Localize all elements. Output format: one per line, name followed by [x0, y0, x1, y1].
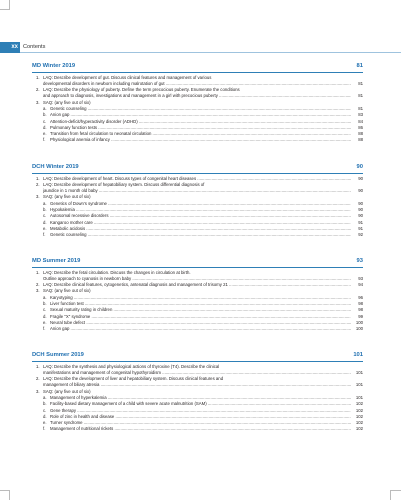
entry-page: 92	[358, 232, 363, 238]
entry-page: 91	[358, 225, 363, 231]
entry-number: 1.	[36, 175, 40, 181]
entry-text: Neural tube defect .....	[50, 320, 351, 326]
entry-letter: b.	[43, 206, 47, 212]
entry-text: Metabolic acidosis .....	[50, 226, 351, 232]
entry-letter: c.	[43, 407, 47, 413]
entry-text: LAQ: Describe development of gut. Discuss clinical features and management of various	[43, 74, 212, 80]
header-rule	[20, 52, 401, 53]
entry-page: 102	[355, 413, 363, 419]
section-page: 93	[356, 258, 363, 264]
toc-section	[32, 163, 363, 238]
entry-text: LAQ: Describe clinical features, cytogenetics, antenatal diagnosis and management of trisomy 21 .....	[43, 282, 351, 288]
entry-text: Fragile "X" syndrome .....	[50, 314, 351, 320]
entry-text: Anion gap .....	[50, 326, 351, 332]
entry-page: 90	[358, 206, 363, 212]
entry-text: Gene therapy .....	[50, 408, 351, 414]
entry-letter: d.	[43, 124, 47, 130]
entry-page: 86	[358, 124, 363, 130]
entry-page: 100	[355, 326, 363, 332]
entry-text: Transition from fetal circulation to neonatal circulation .....	[50, 131, 351, 137]
toc-entry[interactable]	[32, 326, 363, 332]
entry-text: Pulmonary function tests .....	[50, 125, 351, 131]
toc-section	[32, 62, 363, 144]
entry-page: 81	[358, 80, 363, 86]
entry-letter: d.	[43, 219, 47, 225]
entry-page: 102	[355, 401, 363, 407]
entry-page: 88	[358, 131, 363, 137]
entry-letter: f.	[43, 426, 46, 432]
entry-page: 100	[355, 319, 363, 325]
entry-number: 2.	[36, 376, 40, 382]
entry-page: 98	[358, 307, 363, 313]
crop-mark	[390, 490, 391, 500]
toc-entry[interactable]	[32, 137, 363, 143]
entry-text: Karyotyping .....	[50, 295, 351, 301]
section-heading	[32, 257, 363, 268]
section-entries	[32, 270, 363, 333]
entry-text: LAQ: Describe development of heart. Discuss types of congenital heart diseases .....	[43, 176, 351, 182]
toc-entry[interactable]	[32, 232, 363, 238]
entry-text: Facility-based dietary management of a child with severe acute malnutrition (SAM) .....	[50, 401, 351, 407]
entry-text: manifestations and management of congenital hypothyroidism .....	[43, 370, 351, 376]
crop-mark	[0, 490, 10, 491]
section-title: MD Winter 2019	[32, 63, 76, 69]
entry-text: Management of nutritional rickets .....	[50, 426, 351, 432]
entry-text: jaundice in 1 month old baby .....	[43, 188, 351, 194]
entry-letter: b.	[43, 112, 47, 118]
running-header	[0, 42, 401, 53]
section-entries	[32, 176, 363, 239]
entry-page: 102	[355, 426, 363, 432]
entry-number: 1.	[36, 269, 40, 275]
page-number: xx	[0, 42, 20, 53]
entry-text: management of biliary atresia .....	[43, 382, 351, 388]
entry-page: 96	[358, 294, 363, 300]
crop-mark	[391, 490, 401, 491]
entry-number: 2.	[36, 282, 40, 288]
entry-page: 102	[355, 407, 363, 413]
entry-text: Genetics of Down's syndrome .....	[50, 201, 351, 207]
entry-text: Sexual maturity rating in children .....	[50, 307, 351, 313]
entry-page: 84	[358, 118, 363, 124]
entry-page: 83	[358, 112, 363, 118]
entry-text: Attention-deficit/hyperactivity disorder (ADHD) .....	[50, 119, 351, 125]
toc-entry[interactable]	[32, 426, 363, 432]
entry-number: 3.	[36, 388, 40, 394]
entry-letter: f.	[43, 326, 46, 332]
entry-letter: b.	[43, 300, 47, 306]
entry-number: 1.	[36, 363, 40, 369]
section-title: DCH Summer 2019	[32, 352, 84, 358]
entry-page: 90	[358, 213, 363, 219]
entry-text: LAQ: Describe development of hepatobiliary system. Discuss differential diagnosis of	[43, 181, 205, 187]
entry-page: 81	[358, 93, 363, 99]
entry-text: Outline approach to cyanosis in newborn baby .....	[43, 276, 351, 282]
toc-section	[32, 351, 363, 433]
entry-page: 88	[358, 137, 363, 143]
entry-number: 3.	[36, 288, 40, 294]
entry-letter: e.	[43, 420, 47, 426]
entry-letter: a.	[43, 105, 47, 111]
crop-mark	[9, 490, 10, 500]
entry-number: 2.	[36, 87, 40, 93]
section-page: 101	[353, 352, 363, 358]
entry-letter: a.	[43, 200, 47, 206]
entry-letter: c.	[43, 213, 47, 219]
entry-text: Hypokalemia .....	[50, 207, 351, 213]
entry-text: LAQ: Describe the development of liver and hepatobiliary system. Discuss clinical features and	[43, 376, 224, 382]
section-entries	[32, 75, 363, 144]
entry-letter: e.	[43, 225, 47, 231]
entry-page: 101	[355, 394, 363, 400]
entry-text: SAQ: (any five out of six)	[43, 194, 91, 200]
section-heading	[32, 163, 363, 174]
entry-text: Genetic counseling .....	[50, 232, 351, 238]
section-title: DCH Winter 2019	[32, 164, 79, 170]
section-title: MD Summer 2019	[32, 258, 81, 264]
section-page: 90	[356, 164, 363, 170]
entry-text: Physiological anemia of infancy .....	[50, 137, 351, 143]
entry-page: 98	[358, 300, 363, 306]
entry-page: 99	[358, 313, 363, 319]
entry-letter: c.	[43, 307, 47, 313]
entry-text: Role of zinc in health and disease .....	[50, 414, 351, 420]
entry-letter: a.	[43, 294, 47, 300]
entry-letter: e.	[43, 319, 47, 325]
entry-text: Kangaroo mother care .....	[50, 220, 351, 226]
entry-page: 101	[355, 382, 363, 388]
section-heading	[32, 351, 363, 362]
entry-page: 94	[358, 282, 363, 288]
entry-text: LAQ: Describe the fetal circulation. Discuss the changes in circulation at birth.	[43, 269, 191, 275]
entry-text: LAQ: Describe the synthesis and physiological actions of thyroxine (T4). Describe the clinical	[43, 363, 220, 369]
entry-text: developmental disorders in newborn including malrotation of gut .....	[43, 81, 351, 87]
entry-number: 2.	[36, 181, 40, 187]
entry-page: 90	[358, 200, 363, 206]
entry-letter: c.	[43, 118, 47, 124]
entry-text: Autosomal recessive disorders .....	[50, 213, 351, 219]
entry-text: SAQ: (any five out of six)	[43, 288, 91, 294]
entry-page: 90	[358, 175, 363, 181]
entry-letter: f.	[43, 232, 46, 238]
entry-page: 102	[355, 420, 363, 426]
entry-letter: e.	[43, 131, 47, 137]
entry-text: and approach to diagnosis, investigations and management in a girl with precocious puberty .....	[43, 93, 351, 99]
entry-number: 3.	[36, 99, 40, 105]
entry-letter: f.	[43, 137, 46, 143]
entry-text: Turner syndrome .....	[50, 420, 351, 426]
crop-mark	[0, 9, 10, 10]
entry-letter: d.	[43, 313, 47, 319]
section-heading	[32, 62, 363, 73]
entry-text: SAQ: (any five out of six)	[43, 388, 91, 394]
entry-page: 90	[358, 188, 363, 194]
section-page: 81	[356, 63, 363, 69]
entry-page: 81	[358, 105, 363, 111]
entry-letter: b.	[43, 401, 47, 407]
entry-text: Management of hyperkalemia .....	[50, 395, 351, 401]
entry-page: 91	[358, 219, 363, 225]
entry-number: 3.	[36, 194, 40, 200]
entry-text: LAQ: Describe the physiology of puberty. Define the term precocious puberty. Enumerate the conditions	[43, 87, 240, 93]
entry-text: SAQ: (any five out of six)	[43, 99, 91, 105]
entry-text: Liver function test .....	[50, 301, 351, 307]
entry-letter: d.	[43, 413, 47, 419]
entry-text: Anion gap .....	[50, 112, 351, 118]
toc-section	[32, 257, 363, 332]
entry-number: 1.	[36, 74, 40, 80]
entry-letter: a.	[43, 394, 47, 400]
entry-text: Genetic counseling .....	[50, 106, 351, 112]
entry-page: 93	[358, 275, 363, 281]
section-entries	[32, 364, 363, 433]
header-title: Contents	[23, 44, 46, 50]
entry-page: 101	[355, 369, 363, 375]
